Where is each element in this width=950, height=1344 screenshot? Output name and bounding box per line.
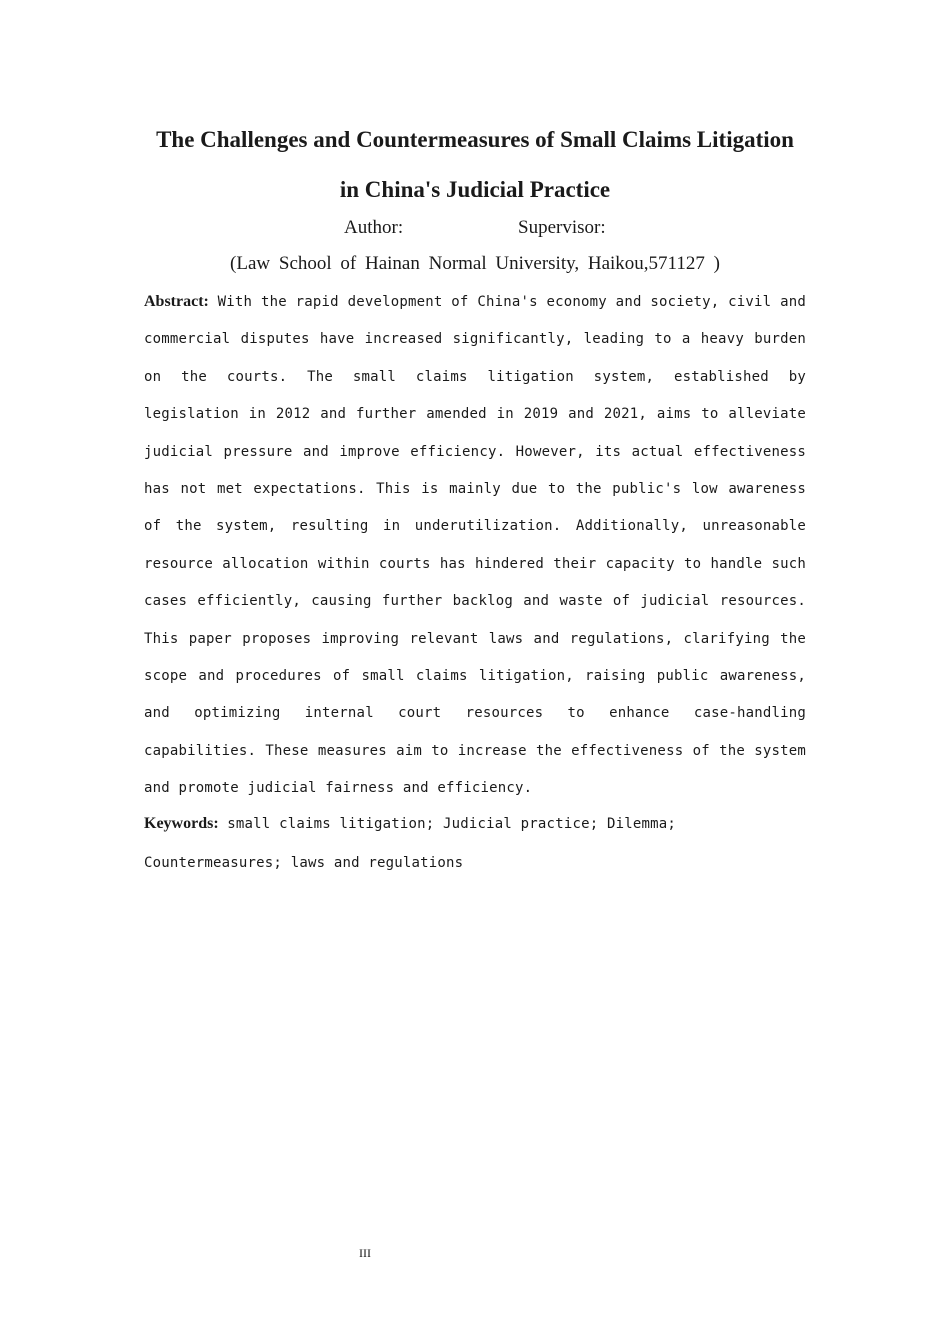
author-label: Author: [344,217,404,238]
keywords-text: small claims litigation; Judicial practice; Dilemma; Countermeasures; laws and regulations [144,816,676,871]
paper-title: The Challenges and Countermeasures of Small Claims Litigation in China's Judicial Practice [156,127,794,202]
affiliation: (Law School of Hainan Normal University, Haikou,571127 ) [230,253,720,274]
byline [144,214,806,242]
keywords-paragraph [144,804,806,883]
abstract-text: With the rapid development of China's economy and society, civil and commercial disputes have increased significantly, leading to a heavy burden on the courts. The small claims litigation system, established by legislation in 2012 and further amended in 2019 and 2021, aims to alleviate judicial pressure and improve efficiency. However, its actual effectiveness has not met expectations. This is mainly due to the public's low awareness of the system, resulting in underutilization. Additionally, unreasonable resource allocation within courts has hindered their capacity to handle such cases efficiently, causing further backlog and waste of judicial resources. This paper proposes improving relevant laws and regulations, clarifying the scope and procedures of small claims litigation, raising public awareness, and optimizing internal court resources to enhance case-handling capabilities. These measures aim to increase the effectiveness of the system and promote judicial fairness and efficiency. [144,294,806,797]
keywords-label: Keywords: [144,815,219,832]
page-number: III [359,1246,371,1260]
supervisor-label: Supervisor: [518,217,606,238]
abstract-label: Abstract: [144,293,209,310]
abstract-paragraph [144,283,806,808]
